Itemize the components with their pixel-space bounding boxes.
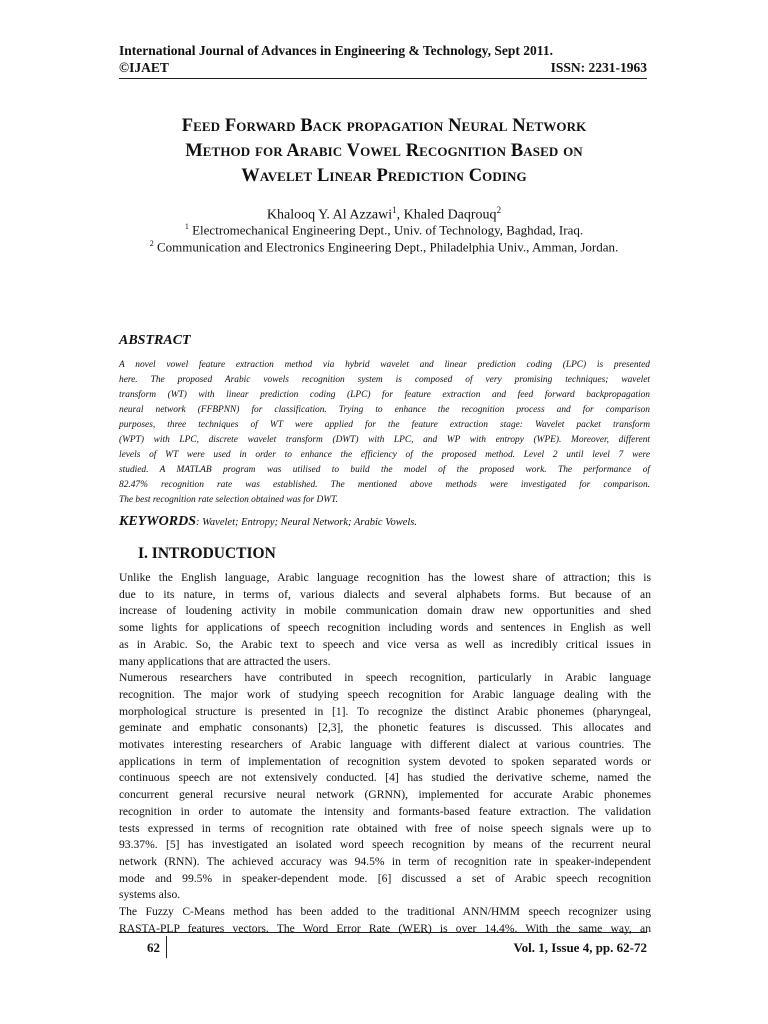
journal-header: International Journal of Advances in Engineering & Technology, Sept 2011. <box>119 43 553 58</box>
body-line: continuous speech are not extensively conducted. [4] has studied the derivative scheme, named the <box>119 771 651 785</box>
body-line: tests expressed in terms of recognition rate obtained with free of noise speech signals were up to <box>119 821 651 835</box>
body-line: concurrent general recursive neural network (GRNN), implemented for accurate Arabic phonemes <box>119 788 651 802</box>
body-line: motivates interesting researchers of Arabic language with different dialect at various countries. The <box>119 738 651 752</box>
page-number: 62 <box>147 940 160 955</box>
body-line: increase of loudening activity in mobile communication domain draw new opportunities and shed <box>119 604 651 618</box>
abstract-line: levels of WT were used in order to enhance the efficiency of the proposed method. Level 2 until level 7 were <box>119 450 650 460</box>
abstract-line: The best recognition rate selection obtained was for DWT. <box>119 495 338 505</box>
keywords <box>119 514 417 530</box>
affiliation-superscript: 1 <box>184 222 189 231</box>
body-line: applications in term of implementation of recognition system devoted to spoken separated words or <box>119 754 651 768</box>
body-line: Unlike the English language, Arabic language recognition has the lowest share of attraction; this is <box>119 571 651 584</box>
header-meta <box>119 59 647 76</box>
header-divider <box>119 78 647 79</box>
body-line: 93.37%. [5] has investigated an isolated word speech recognition by means of the recurrent neural <box>119 838 651 852</box>
abstract-heading: ABSTRACT <box>119 333 191 348</box>
author-superscript: 1 <box>392 205 397 215</box>
abstract-line: 82.47% recognition rate was established. The mentioned above methods were investigated for comparison. <box>119 480 650 490</box>
footer-divider <box>119 932 647 933</box>
body-line: some lights for applications of speech recognition including words and sentences in English as well <box>119 621 651 635</box>
paper-title <box>100 114 668 189</box>
body-line: due to its nature, in terms of, various dialects and several alphabets forms. But because of an <box>119 587 651 601</box>
affiliation-superscript: 2 <box>149 239 154 248</box>
title-line: Method for Arabic Vowel Recognition Based on <box>185 141 583 161</box>
affiliation <box>80 236 688 255</box>
keywords-label: KEYWORDS <box>119 514 197 529</box>
title-line: Feed Forward Back propagation Neural Network <box>181 116 587 136</box>
body-line: morphological structure is presented in [1]. To recognize the distinct Arabic phonemes (pharyngeal, <box>119 704 651 718</box>
footer-separator <box>166 936 167 958</box>
body-line: geminate and emphatic consonants) [2,3], the phonetic features is discussed. This allocates and <box>119 721 651 735</box>
body-line: network (RNN). The achieved accuracy was 94.5% in term of recognition rate in speaker-independent <box>119 854 651 868</box>
copyright-label: ©IJAET <box>119 60 169 75</box>
abstract-line: A novel vowel feature extraction method via hybrid wavelet and linear prediction coding (LPC) is presented <box>119 360 650 370</box>
abstract-line: purposes, three techniques of WT were applied for the feature extraction stage: Wavelet packet transform <box>119 420 650 430</box>
body-line: mode and 99.5% in speaker-dependent mode. [6] discussed a set of Arabic speech recognition <box>119 871 651 885</box>
body-line: recognition in order to automate the intensity and formants-based feature extraction. The validation <box>119 804 651 818</box>
body-line: Numerous researchers have contributed in speech recognition, particularly in Arabic language <box>119 671 651 685</box>
keywords-text: : Wavelet; Entropy; Neural Network; Arabic Vowels. <box>196 517 417 528</box>
section-heading: I. INTRODUCTION <box>138 545 276 562</box>
body-line: many applications that are attracted the users. <box>119 654 331 668</box>
body-line: The Fuzzy C-Means method has been added to the traditional ANN/HMM speech recognizer using <box>119 905 651 919</box>
abstract-line: studied. A MATLAB program was utilised to build the model of the proposed work. The performance of <box>119 465 650 475</box>
abstract-line: transform (WT) with linear prediction coding (LPC) for feature extraction and feed forward backpropagation <box>119 390 650 400</box>
abstract-line: neural network (FFBPNN) for classification. Trying to enhance the recognition process and for comparison <box>119 405 650 415</box>
body-line: RASTA-PLP features vectors. The Word Error Rate (WER) is over 14.4%. With the same way, an <box>119 921 651 935</box>
body-line: recognition. The major work of studying speech recognition for Arabic language dealing with the <box>119 687 651 701</box>
author-name: Khalooq Y. Al Azzawi <box>266 207 393 223</box>
introduction-body <box>119 570 651 937</box>
author-superscript: 2 <box>496 205 502 215</box>
title-line: Wavelet Linear Prediction Coding <box>241 166 527 186</box>
body-line: systems also. <box>119 888 181 902</box>
abstract-line: (WPT) with LPC, discrete wavelet transform (DWT) with LPC, and WP with entropy (WPE). Moreover, different <box>119 435 650 445</box>
author-name: , Khaled Daqrouq <box>396 207 497 223</box>
body-line: as in Arabic. So, the Arabic text to speech and vice versa as well as incredibly critical issues in <box>119 637 651 651</box>
affiliation-text: Communication and Electronics Engineering Dept., Philadelphia Univ., Amman, Jordan. <box>153 239 619 255</box>
abstract-body <box>119 358 650 508</box>
volume-info: Vol. 1, Issue 4, pp. 62-72 <box>513 940 647 955</box>
abstract-line: here. The proposed Arabic vowels recognition system is composed of very promising techniques; wavelet <box>119 375 650 385</box>
affiliation-text: Electromechanical Engineering Dept., Univ. of Technology, Baghdad, Iraq. <box>188 222 584 238</box>
issn-label: ISSN: 2231-1963 <box>550 60 647 75</box>
